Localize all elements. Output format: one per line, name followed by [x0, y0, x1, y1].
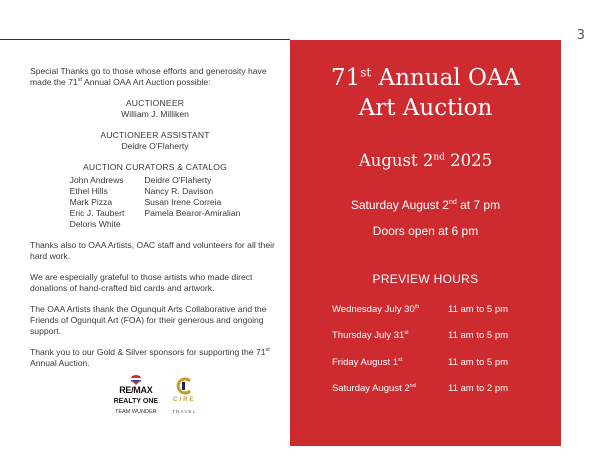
cire-mark-icon [175, 377, 193, 395]
auction-time: Saturday August 2nd at 7 pm [350, 198, 501, 212]
preview-hours-row: Thursday July 31st 11 am to 5 pm [332, 330, 509, 342]
auctioneer-name: William J. Milliken [121, 109, 189, 119]
curators-column-2 [144, 175, 240, 230]
preview-hours-row: Friday August 1st 11 am to 5 pm [332, 356, 509, 368]
auction-title: 71st Annual OAA Art Auction [330, 65, 521, 121]
auctioneer-heading: AUCTIONEER [125, 98, 185, 108]
cire-travel-logo: CIRE TRAVEL [172, 377, 196, 417]
balloon-icon [129, 375, 143, 385]
curator-name: Susan Irene Correia [144, 197, 222, 207]
assistant-name: Deidre O'Flaherty [121, 141, 189, 151]
collaborative-text: The OAA Artists thank the Ogunquit Arts Collaborative and the Friends of Ogunquit Art (FOA) for their generous and ongoing support. [30, 304, 267, 336]
sponsors-text: Thank you to our Gold & Silver sponsors for supporting the 71st Annual Auction. [30, 347, 270, 368]
curators-heading: AUCTION CURATORS & CATALOG [83, 162, 227, 172]
auctioneer-block [30, 98, 280, 120]
preview-hours-heading: PREVIEW HOURS [372, 272, 479, 286]
curators-list [30, 175, 280, 230]
page-number: 3 [576, 28, 585, 43]
curator-name: Ethel Hills [69, 186, 108, 196]
curator-name: John Andrews [69, 175, 124, 185]
acknowledgements-column [30, 66, 280, 418]
remax-logo: RE/MAX REALTY ONE TEAM WUNDER [114, 375, 158, 418]
curator-name: Nancy R. Davison [144, 186, 214, 196]
thanks-artists-text: Thanks also to OAA Artists, OAC staff and volunteers for all their hard work. [30, 240, 275, 261]
grateful-text: We are especially grateful to those artists who made direct donations of hand-crafted bid cards and artwork. [30, 272, 253, 293]
curators-column-1 [70, 175, 125, 230]
curators-block [30, 162, 280, 230]
curator-name: Mark Pizza [69, 197, 113, 207]
assistant-heading: AUCTIONEER ASSISTANT [100, 130, 210, 140]
curator-name: Eric J. Taubert [69, 208, 125, 218]
curator-name: Deidre O'Flaherty [144, 175, 212, 185]
preview-hours-row: Wednesday July 30th 11 am to 5 pm [332, 303, 509, 315]
preview-hours-list [290, 296, 561, 402]
sponsor-logos [30, 375, 280, 418]
curator-name: Deloris White [69, 219, 121, 229]
curator-name: Pamela Bearor-Amiralian [144, 208, 241, 218]
assistant-block [30, 130, 280, 152]
doors-open-text: Doors open at 6 pm [372, 224, 479, 238]
intro-text: Special Thanks go to those whose efforts and generosity have made the 71st Annual OAA Art Auction possible: [30, 66, 267, 87]
auction-date: August 2nd 2025 [358, 151, 493, 170]
auction-info-panel [290, 40, 561, 446]
top-rule [0, 39, 290, 40]
preview-hours-row: Saturday August 2nd 11 am to 2 pm [332, 383, 509, 395]
